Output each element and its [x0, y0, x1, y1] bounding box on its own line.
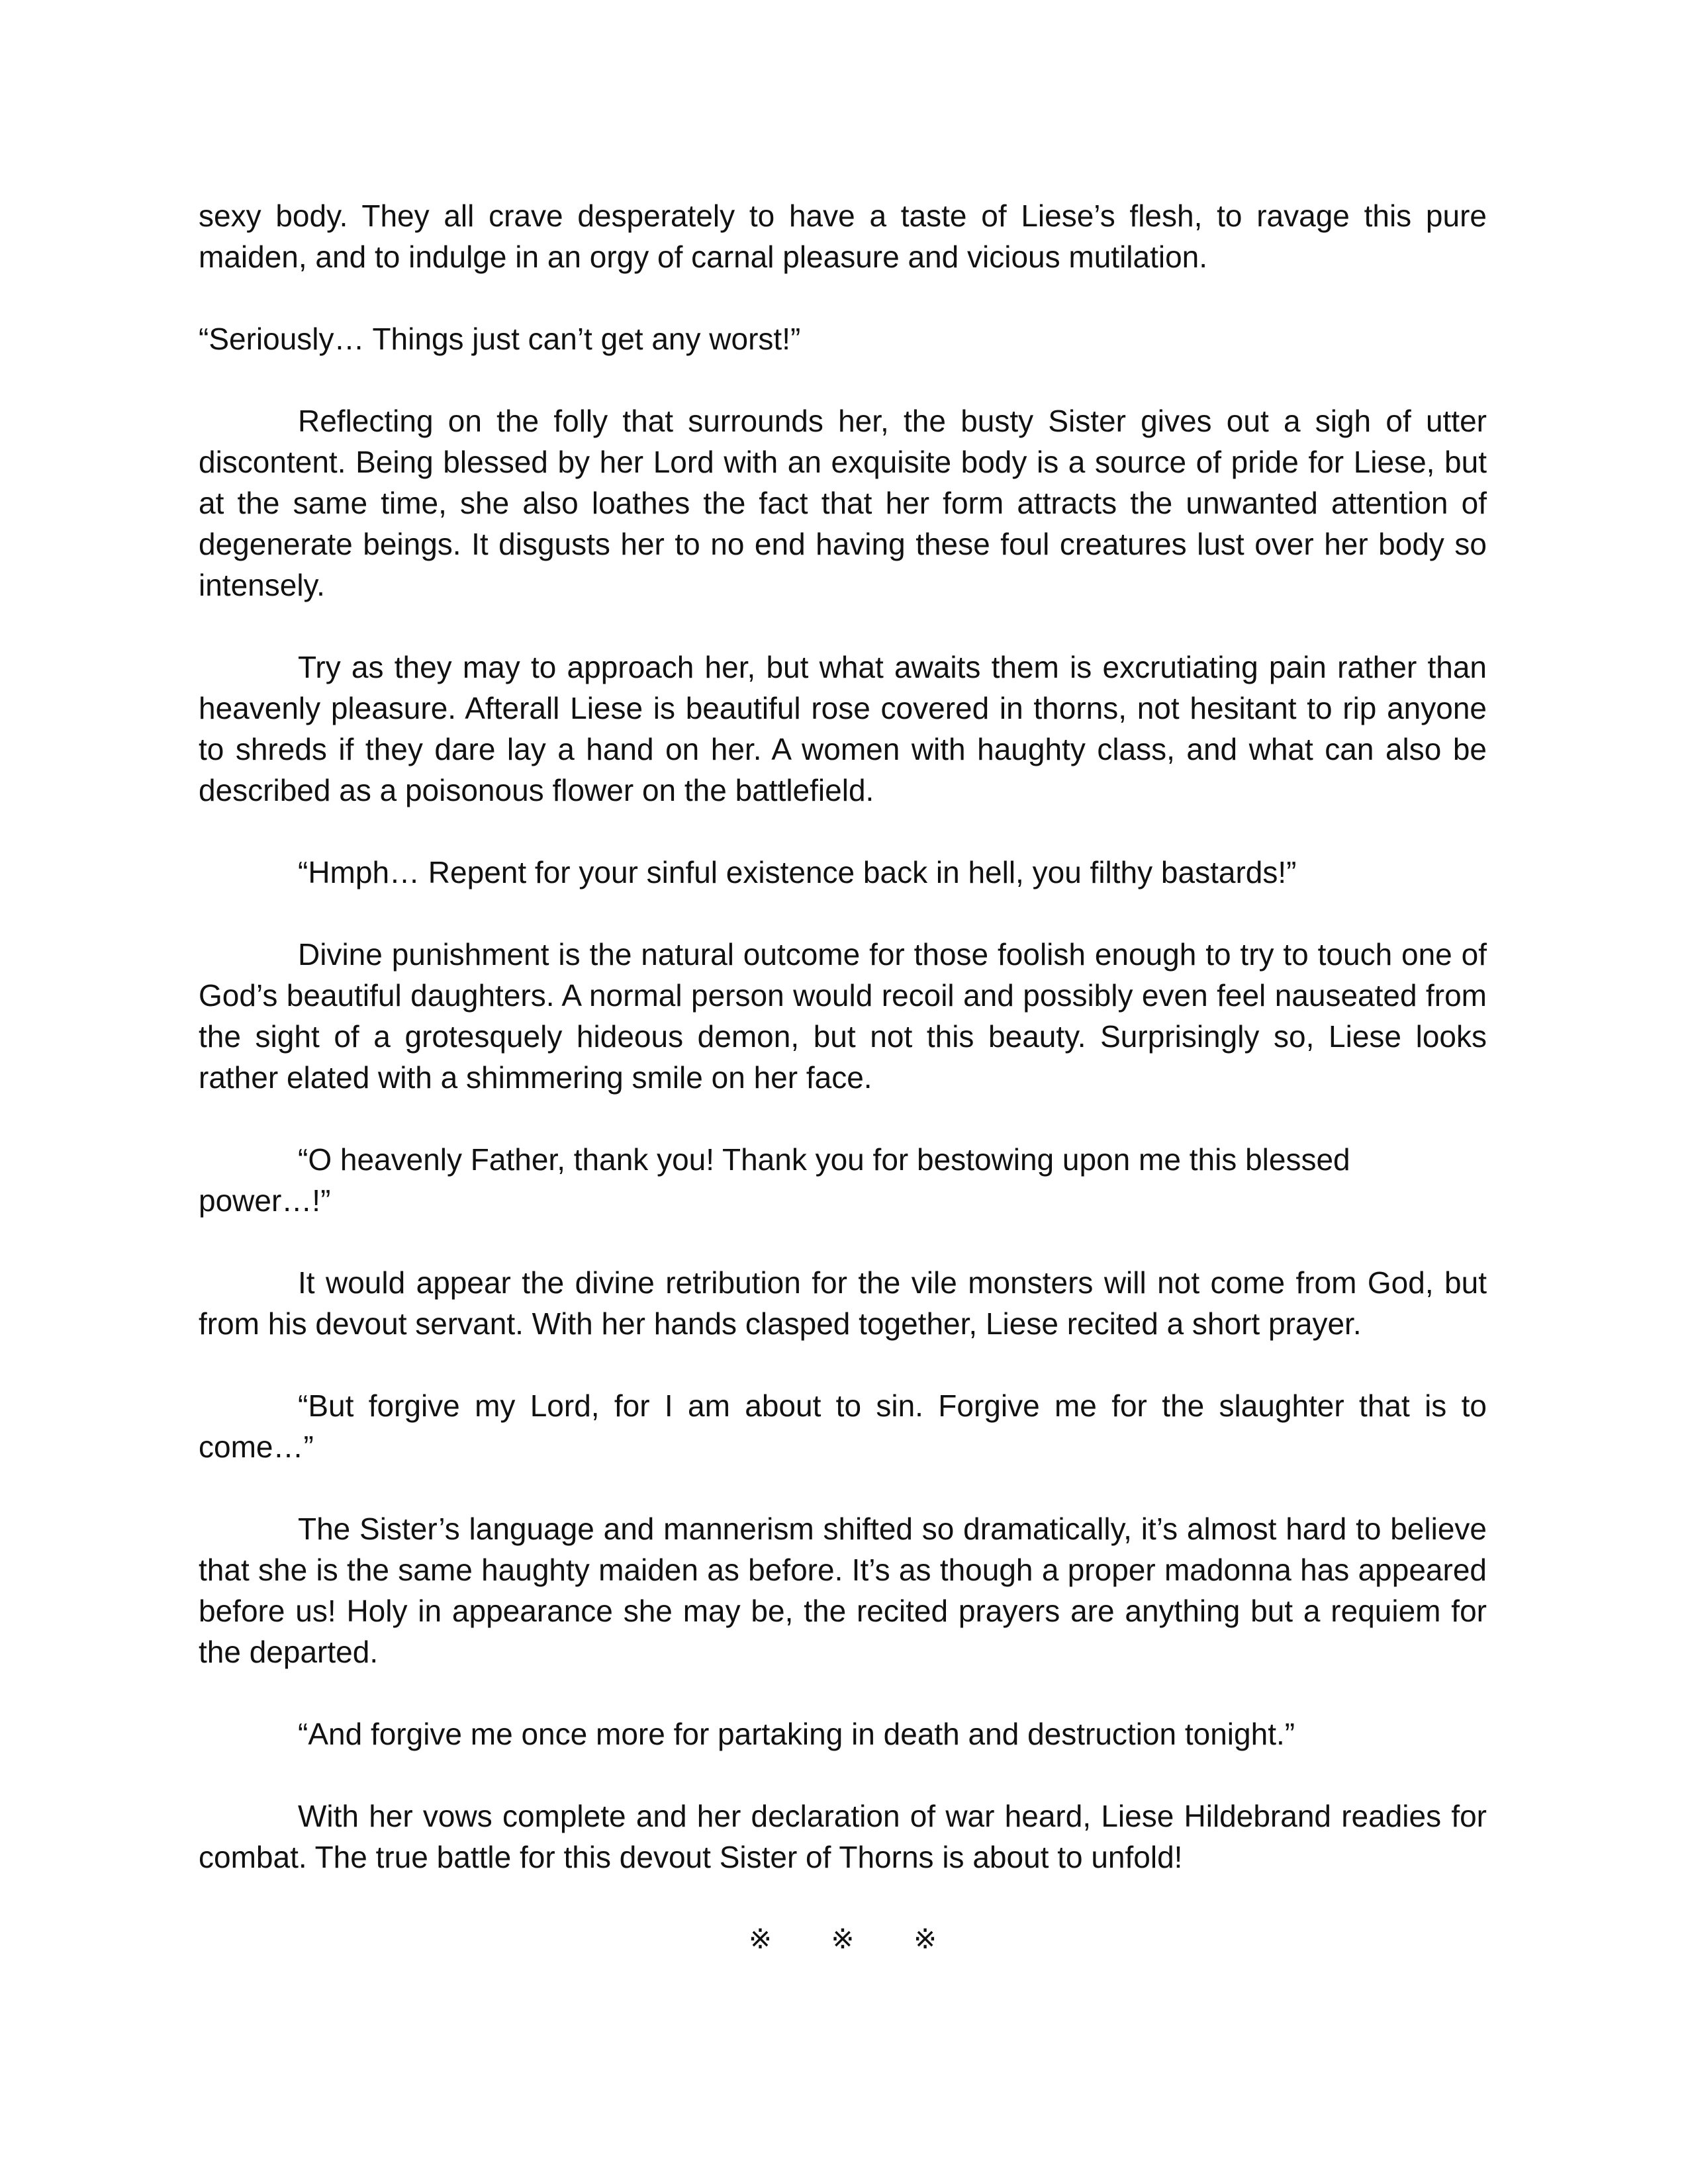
paragraph: Try as they may to approach her, but what awaits them is excrutiating pain rather than heavenly pleasure. Afterall Liese is beautiful rose covered in thorns, not hesitant to rip anyone to shreds if they dare lay a hand on her. A women with haughty class, and what can also be described as a poisonous flower on the battlefield. [199, 650, 1487, 807]
dialogue-line: “But forgive my Lord, for I am about to sin. Forgive me for the slaughter that is to come…” [199, 1388, 1487, 1464]
reference-mark-icon: ※ [913, 1923, 937, 1955]
reference-mark-icon: ※ [748, 1923, 773, 1955]
paragraph: Reflecting on the folly that surrounds her, the busty Sister gives out a sigh of utter discontent. Being blessed by her Lord with an exquisite body is a source of pride for Liese, but at the same time, she also loathes the fact that her form attracts the unwanted attention of degenerate beings. It disgusts her to no end having these foul creatures lust over her body so intensely. [199, 404, 1487, 602]
paragraph: It would appear the divine retribution for the vile monsters will not come from God, but from his devout servant. With her hands clasped together, Liese recited a short prayer. [199, 1265, 1487, 1341]
paragraph: The Sister’s language and mannerism shifted so dramatically, it’s almost hard to believe that she is the same haughty maiden as before. It’s as though a proper madonna has appeared before us! Holy in appearance she may be, the recited prayers are anything but a requiem for the departed. [199, 1512, 1487, 1669]
paragraph: With her vows complete and her declaration of war heard, Liese Hildebrand readies for combat. The true battle for this devout Sister of Thorns is about to unfold! [199, 1799, 1487, 1874]
scene-break-separator [199, 1919, 1487, 1960]
paragraph: Divine punishment is the natural outcome for those foolish enough to try to touch one of God’s beautiful daughters. A normal person would recoil and possibly even feel nauseated from the sight of a grotesquely hideous demon, but not this beauty. Surprisingly so, Liese looks rather elated with a shimmering smile on her face. [199, 937, 1487, 1095]
dialogue-line: “And forgive me once more for partaking in death and destruction tonight.” [298, 1717, 1295, 1751]
dialogue-line: “Hmph… Repent for your sinful existence back in hell, you filthy bastards!” [298, 855, 1297, 889]
dialogue-line: “Seriously… Things just can’t get any worst!” [199, 322, 801, 356]
document-page [199, 195, 1487, 1960]
paragraph: sexy body. They all crave desperately to have a taste of Liese’s flesh, to ravage this pure maiden, and to indulge in an orgy of carnal pleasure and vicious mutilation. [199, 199, 1487, 274]
dialogue-line: “O heavenly Father, thank you! Thank you for bestowing upon me this blessed power…!” [199, 1142, 1350, 1218]
reference-mark-icon: ※ [831, 1923, 855, 1955]
